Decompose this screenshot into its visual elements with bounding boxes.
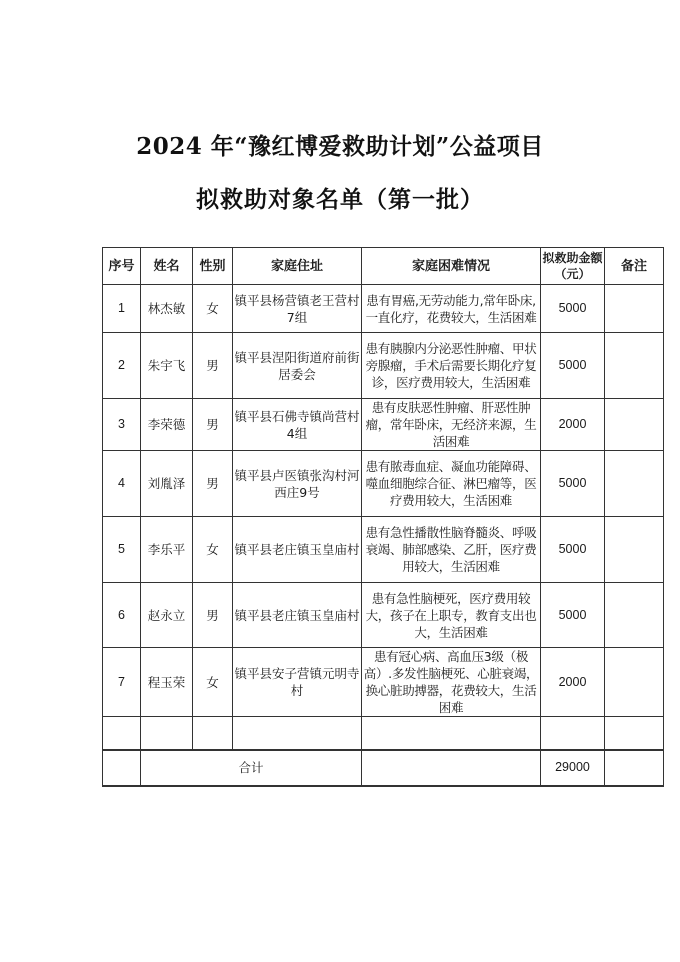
cell-remarks bbox=[605, 399, 664, 451]
cell-remarks bbox=[605, 583, 664, 648]
header-gender: 性别 bbox=[193, 248, 233, 285]
header-remarks: 备注 bbox=[605, 248, 664, 285]
empty-row bbox=[103, 717, 664, 750]
table-row bbox=[103, 648, 664, 717]
cell-address: 镇平县安子营镇元明寺村 bbox=[233, 648, 362, 717]
cell-hardship: 患有胃癌,无劳动能力,常年卧床,一直化疗，花费较大，生活困难 bbox=[362, 285, 541, 333]
cell-index: 5 bbox=[103, 517, 141, 583]
cell-amount: 5000 bbox=[541, 517, 605, 583]
total-index-cell bbox=[103, 750, 141, 786]
cell-address: 镇平县涅阳街道府前街居委会 bbox=[233, 333, 362, 399]
cell-amount: 5000 bbox=[541, 333, 605, 399]
cell-index: 2 bbox=[103, 333, 141, 399]
table-row bbox=[103, 333, 664, 399]
table-header-row bbox=[103, 248, 664, 285]
cell-name: 李乐平 bbox=[141, 517, 193, 583]
cell-amount: 5000 bbox=[541, 583, 605, 648]
header-amount: 拟救助金额（元） bbox=[541, 248, 605, 285]
cell-index: 7 bbox=[103, 648, 141, 717]
cell-hardship: 患有急性脑梗死，医疗费用较大，孩子在上职专，教育支出也大，生活困难 bbox=[362, 583, 541, 648]
cell-remarks bbox=[605, 333, 664, 399]
cell-name: 刘胤泽 bbox=[141, 451, 193, 517]
cell-remarks bbox=[605, 451, 664, 517]
document-subtitle: 拟救助对象名单（第一批） bbox=[196, 186, 484, 213]
cell-gender: 女 bbox=[193, 648, 233, 717]
empty-cell bbox=[605, 717, 664, 750]
cell-index: 1 bbox=[103, 285, 141, 333]
cell-index: 6 bbox=[103, 583, 141, 648]
total-hardship-cell bbox=[362, 750, 541, 786]
total-row bbox=[103, 750, 664, 786]
cell-amount: 5000 bbox=[541, 285, 605, 333]
table-row bbox=[103, 399, 664, 451]
header-address: 家庭住址 bbox=[233, 248, 362, 285]
empty-cell bbox=[103, 717, 141, 750]
table-row bbox=[103, 451, 664, 517]
cell-amount: 2000 bbox=[541, 648, 605, 717]
cell-gender: 女 bbox=[193, 517, 233, 583]
cell-name: 赵永立 bbox=[141, 583, 193, 648]
cell-gender: 男 bbox=[193, 399, 233, 451]
empty-cell bbox=[362, 717, 541, 750]
table-row bbox=[103, 285, 664, 333]
header-index: 序号 bbox=[103, 248, 141, 285]
cell-remarks bbox=[605, 517, 664, 583]
cell-gender: 男 bbox=[193, 451, 233, 517]
cell-name: 林杰敏 bbox=[141, 285, 193, 333]
cell-address: 镇平县杨营镇老王营村7组 bbox=[233, 285, 362, 333]
cell-hardship: 患有脓毒血症、凝血功能障碍、噬血细胞综合征、淋巴瘤等，医疗费用较大，生活困难 bbox=[362, 451, 541, 517]
cell-index: 3 bbox=[103, 399, 141, 451]
cell-address: 镇平县老庄镇玉皇庙村 bbox=[233, 517, 362, 583]
header-hardship: 家庭困难情况 bbox=[362, 248, 541, 285]
cell-amount: 5000 bbox=[541, 451, 605, 517]
empty-cell bbox=[541, 717, 605, 750]
cell-gender: 女 bbox=[193, 285, 233, 333]
cell-gender: 男 bbox=[193, 583, 233, 648]
cell-address: 镇平县石佛寺镇尚营村4组 bbox=[233, 399, 362, 451]
total-label: 合计 bbox=[141, 750, 362, 786]
empty-cell bbox=[141, 717, 193, 750]
cell-remarks bbox=[605, 285, 664, 333]
empty-cell bbox=[233, 717, 362, 750]
cell-hardship: 患有皮肤恶性肿瘤、肝恶性肿瘤，常年卧床，无经济来源，生活困难 bbox=[362, 399, 541, 451]
header-name: 姓名 bbox=[141, 248, 193, 285]
cell-index: 4 bbox=[103, 451, 141, 517]
empty-cell bbox=[193, 717, 233, 750]
cell-amount: 2000 bbox=[541, 399, 605, 451]
cell-remarks bbox=[605, 648, 664, 717]
cell-gender: 男 bbox=[193, 333, 233, 399]
document-title: 2024 年“豫红博爱救助计划”公益项目 bbox=[136, 133, 544, 160]
table-row bbox=[103, 517, 664, 583]
cell-hardship: 患有胰腺内分泌恶性肿瘤、甲状旁腺瘤，手术后需要长期化疗复诊，医疗费用较大，生活困难 bbox=[362, 333, 541, 399]
cell-name: 李荣德 bbox=[141, 399, 193, 451]
cell-hardship: 患有冠心病、高血压3级（极高）.多发性脑梗死、心脏衰竭，换心脏助搏器，花费较大，生活困难 bbox=[362, 648, 541, 717]
cell-address: 镇平县老庄镇玉皇庙村 bbox=[233, 583, 362, 648]
total-remarks-cell bbox=[605, 750, 664, 786]
table-row bbox=[103, 583, 664, 648]
total-amount: 29000 bbox=[541, 750, 605, 786]
cell-name: 朱宇飞 bbox=[141, 333, 193, 399]
cell-address: 镇平县卢医镇张沟村河西庄9号 bbox=[233, 451, 362, 517]
recipient-table bbox=[102, 247, 664, 787]
cell-hardship: 患有急性播散性脑脊髓炎、呼吸衰竭、肺部感染、乙肝，医疗费用较大，生活困难 bbox=[362, 517, 541, 583]
cell-name: 程玉荣 bbox=[141, 648, 193, 717]
